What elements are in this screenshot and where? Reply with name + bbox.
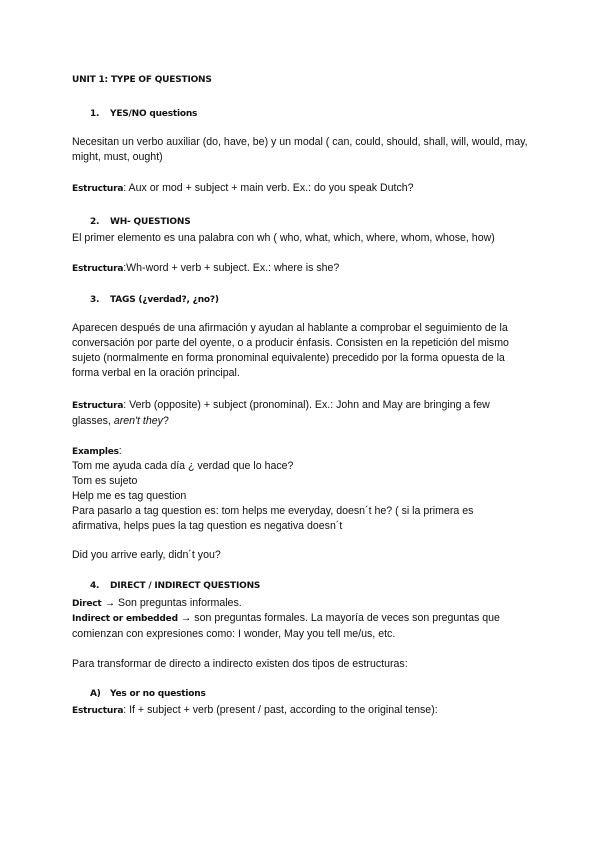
section-4-number: 4. xyxy=(90,581,100,591)
section-4-structure xyxy=(72,703,532,719)
document-title: UNIT 1: TYPE OF QUESTIONS xyxy=(72,75,212,85)
section-2-heading xyxy=(90,215,190,230)
tag-example-italic: aren't they xyxy=(113,415,163,427)
section-3-body: Aparecen después de una afirmación y ayudan al hablante a comprobar el seguimiento de la conversación por parte del oyente, o a producir énfasis. Consisten en la repetición del mismo sujeto (normalmente en forma pronominal equivalente) precedido por la forma opuesta de la forma verbal en la oración principal. xyxy=(72,322,509,379)
structure-label: Estructura xyxy=(72,706,124,716)
examples-label: Examples xyxy=(72,447,119,457)
section-1-structure xyxy=(72,181,532,197)
subsection-a-title: Yes or no questions xyxy=(110,689,206,699)
direct-text: → Son preguntas informales. xyxy=(101,597,242,609)
section-1-body: Necesitan un verbo auxiliar (do, have, be) y un modal ( can, could, should, shall, will, would, may, might, must, ought) xyxy=(72,136,528,163)
section-2-number: 2. xyxy=(90,217,100,227)
structure-end: ? xyxy=(162,415,169,427)
section-2-structure xyxy=(72,261,532,277)
structure-label: Estructura xyxy=(72,184,124,194)
indirect-text: → son preguntas formales. La mayoría de veces son preguntas que comienzan con expresiones como: I wonder, May you tell me/us, etc. xyxy=(72,612,500,640)
example-line-1: Tom me ayuda cada día ¿ verdad que lo hace? xyxy=(72,460,294,472)
subsection-a-number: A) xyxy=(90,689,101,699)
direct-definition xyxy=(72,596,532,612)
structure-label: Estructura xyxy=(72,264,124,274)
section-3-structure xyxy=(72,398,517,429)
transform-text: Para transformar de directo a indirecto existen dos tipos de estructuras: xyxy=(72,658,408,670)
section-1-heading xyxy=(90,107,197,122)
section-3-heading xyxy=(90,293,219,308)
examples-colon: : xyxy=(118,445,122,457)
structure-text: : Verb (opposite) + subject (pronominal). Ex.: John and May are bringing a few glasses, xyxy=(72,399,490,427)
example-line-4: Para pasarlo a tag question es: tom helps me everyday, doesn´t he? ( si la primera es afirmativa, helps pues la tag question es negativa doesn´t xyxy=(72,505,474,532)
section-4-title: DIRECT / INDIRECT QUESTIONS xyxy=(110,581,261,591)
structure-text: :Wh-word + verb + subject. Ex.: where is she? xyxy=(123,262,340,274)
structure-label: Estructura xyxy=(72,401,124,411)
indirect-definition xyxy=(72,611,527,642)
direct-label: Direct xyxy=(72,599,102,609)
structure-text: : Aux or mod + subject + main verb. Ex.: do you speak Dutch? xyxy=(123,182,414,194)
subsection-a-heading xyxy=(90,687,206,702)
section-1-number: 1. xyxy=(90,109,100,119)
examples-heading xyxy=(72,444,532,460)
section-3-number: 3. xyxy=(90,295,100,305)
section-4-heading xyxy=(90,579,260,594)
example-line-3: Help me es tag question xyxy=(72,490,187,502)
section-2-body: El primer elemento es una palabra con wh ( who, what, which, where, whom, whose, how) xyxy=(72,232,495,244)
example-extra: Did you arrive early, didn´t you? xyxy=(72,549,221,561)
section-3-title: TAGS (¿verdad?, ¿no?) xyxy=(110,295,219,305)
section-2-title: WH- QUESTIONS xyxy=(110,217,191,227)
example-line-2: Tom es sujeto xyxy=(72,475,138,487)
section-1-title: YES/NO questions xyxy=(110,109,198,119)
structure-text: : If + subject + verb (present / past, according to the original tense): xyxy=(123,704,438,716)
indirect-label: Indirect or embedded xyxy=(72,614,178,624)
